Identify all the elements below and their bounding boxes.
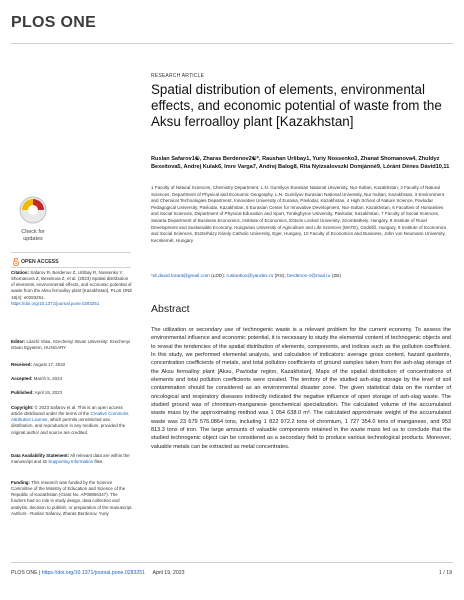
funding-block [11,480,133,517]
email-link-ldd[interactable]: dr.david.lorant@gmail.com [152,274,210,279]
affiliations: 1 Faculty of Natural Sciences, Chemistry Department, L.N. Gumilyov Eurasian National University, Nur-Sultan, Kazakhstan, 2 Faculty of Natural Sciences, Department of Physical and Economic Geography, L.N. Gumilyov Eurasian National University, Nur-Sultan, Kazakhstan, 3 Environment and Chemical Technologies Department, Innovative University of Eurasia, Pavlodar, Kazakhstan, 4 High School of Nature Science, Pavlodar Pedagogical University, Pavlodar, Kazakhstan, 5 Eurasian Center for Innovative Development, Nur-Sultan, Kazakhstan, 6 Faculties of Humanities and Social Sciences, Department of Physical Education and Sport, Torakghyrov University, Pavlodar, Kazakhstan, 7 Faculty of Social Sciences, Savaria Department of Business Economics, Institute of Economics, Eötvös Loránd University, Szombathely, Hungary, 8 Institute of Rural Development and Sustainable Economy, Hungarian University of Agriculture and Life Sciences (MATE), Gödöllő, Hungary, 9 Institute of Economics and Social Sciences, Eszterházy Károly Catholic University, Eger, Hungary, 10 Faculty of Economics and Business, John von Neumann University, Kecskemét, Hungary [151,185,447,243]
supporting-information-link[interactable]: Supporting Information [48,459,94,465]
header-divider [11,43,453,44]
footer-citation [11,570,185,576]
copyright-text-end: , which permits unrestricted use, distribution, and reproduction in any medium, provided the original author and source are credited. [11,417,126,435]
corresponding-emails: *dr.david.lorant@gmail.com (LDD); ruslanbox@yandex.ru (RS); berdenov-z@mail.ru (ZB) [151,274,342,279]
citation-text: Safarov R, Berdenov Z, Urlibay R, Nossenko Y, Shomanova Z, Bexeitova Z, et al. (2023) Spatial distribution of elements, environmental effects, and economic potential of waste from the Aksu ferroalloy plant [Kazakhstan]. PLoS ONE 18(4): e0283251. [11,270,133,300]
data-availability-text-end: files. [93,459,104,465]
journal-logo[interactable]: PLOS ONE [11,14,97,31]
copyright-block [11,405,133,436]
sidebar-divider [11,267,131,268]
editor-block [11,339,133,351]
author-list[interactable]: Ruslan Safarov1☯, Zharas Berdenov2☯*, Raushan Urlibay1, Yuriy Nossenko3, Zhanat Shomanova4, Zhuldyz Bexeitova5, Andrej Kulak6, Imre Varga7, Andrej Balog8, Rita Nyizsalovszki Domjánné9, Lóránt Dénes Dávid10,11 [151,156,450,171]
check-label-line2: updates [23,236,43,242]
accepted-date: March 5, 2023 [32,376,63,381]
published-block [11,390,133,396]
accepted-block [11,376,133,382]
abstract-heading: Abstract [151,303,190,315]
footer-divider [11,562,453,563]
received-label: Received: [11,362,32,367]
received-block [11,362,133,368]
editor-text: László Vasa, Szechenyi Istvan University: Szechenyi Istvan Egyetem, HUNGARY [11,339,131,351]
published-label: Published: [11,390,34,395]
footer-date: April 19, 2023 [152,570,185,576]
data-availability-label: Data Availability Statement: [11,453,70,458]
citation-block [11,270,133,307]
page-number: 1 / 19 [439,570,452,576]
footer-doi-link[interactable]: https://doi.org/10.1371/journal.pone.0283251 [41,570,146,576]
data-availability-text: All relevant data are within the manuscript and its [11,453,130,465]
sidebar-divider [11,252,131,253]
article-title: Spatial distribution of elements, environmental effects, and economic potential of waste from the Aksu ferroalloy plant [Kazakhstan] [151,82,442,129]
license-link[interactable]: Creative Commons Attribution License [11,411,129,423]
open-lock-icon [13,258,19,266]
citation-label: Citation: [11,270,29,275]
citation-doi-link[interactable]: https://doi.org/10.1371/journal.pone.0283251 [11,300,100,306]
abstract-text: The utilization or secondary use of technogenic waste is a relevant problem for the current economy. To assess the environmental influence and economic potential, it is necessary to study the elemental content of technogenic objects and to reveal the tendencies of the spatial distribution of elements, components, and indices such as the pollution coefficient. In this study, we performed elemental analysis, and calculation of indicators: average gross content, hazard quotients, concentration coefficients of metals, and total pollution coefficients of ground samples taken from the ash-slag storage of the Aksu ferroalloy plant [Aksu, Pavlodar region, Kazakhstan]. Maps of the spatial distribution of concentrations of elements and total pollution coefficients were created. The territory of the studied ash-slag storage by the level of soil contamination should be considered as an environmental disaster zone. The given statistical data on the number of oncological and respiratory diseases indirectly indicated the negative influence of open storage of ash-slag waste. The studied ground was of chromium-manganese geochemical specialization. The calculated volume of the accumulated waste mass by the approximating method was 1 054 638.0 m³. The calculated approximate weight of the accumulated waste was 23 679 576.0864 tons, including 1 822 972.2 tons of chromium, 1 727 354.0 tons of manganese, and 953 813.3 tons of iron. The large amounts of valuable components retained in the waste mass led us to conclude that the studied technogenic object can be considered as a secondary field to produce various technological products. Moreover, valuable metals can be extracted as metal concentrates. [151,327,451,450]
check-label-line1: Check for [21,229,45,235]
article-type: RESEARCH ARTICLE [151,73,205,79]
copyright-text: © 2023 Safarov et al. This is an open access article distributed under the terms of the [11,405,123,417]
published-date: April 19, 2023 [33,390,63,395]
funding-label: Funding: [11,480,30,485]
email-link-rs[interactable]: ruslanbox@yandex.ru [226,274,274,279]
data-availability-block [11,453,133,465]
funding-text: This research was funded by the Science Committee of the Ministry of Education and Science of the Republic of Kazakhstan (Grant No. AP08856347). The funders had no role in study design, data collection and analysis, decision to publish, or preparation of the manuscript. Authors - Ruslan Safarov, Zharas Berdenov, Yuriy [11,480,133,516]
email-link-zb[interactable]: berdenov-z@mail.ru [287,274,331,279]
footer-journal: PLOS ONE | [11,570,42,576]
copyright-label: Copyright: [11,405,34,410]
open-access-badge: OPEN ACCESS [13,258,59,266]
accepted-label: Accepted: [11,376,33,381]
editor-label: Editor: [11,339,26,344]
check-for-updates-icon[interactable] [16,195,50,245]
received-date: August 17, 2022 [31,362,66,367]
